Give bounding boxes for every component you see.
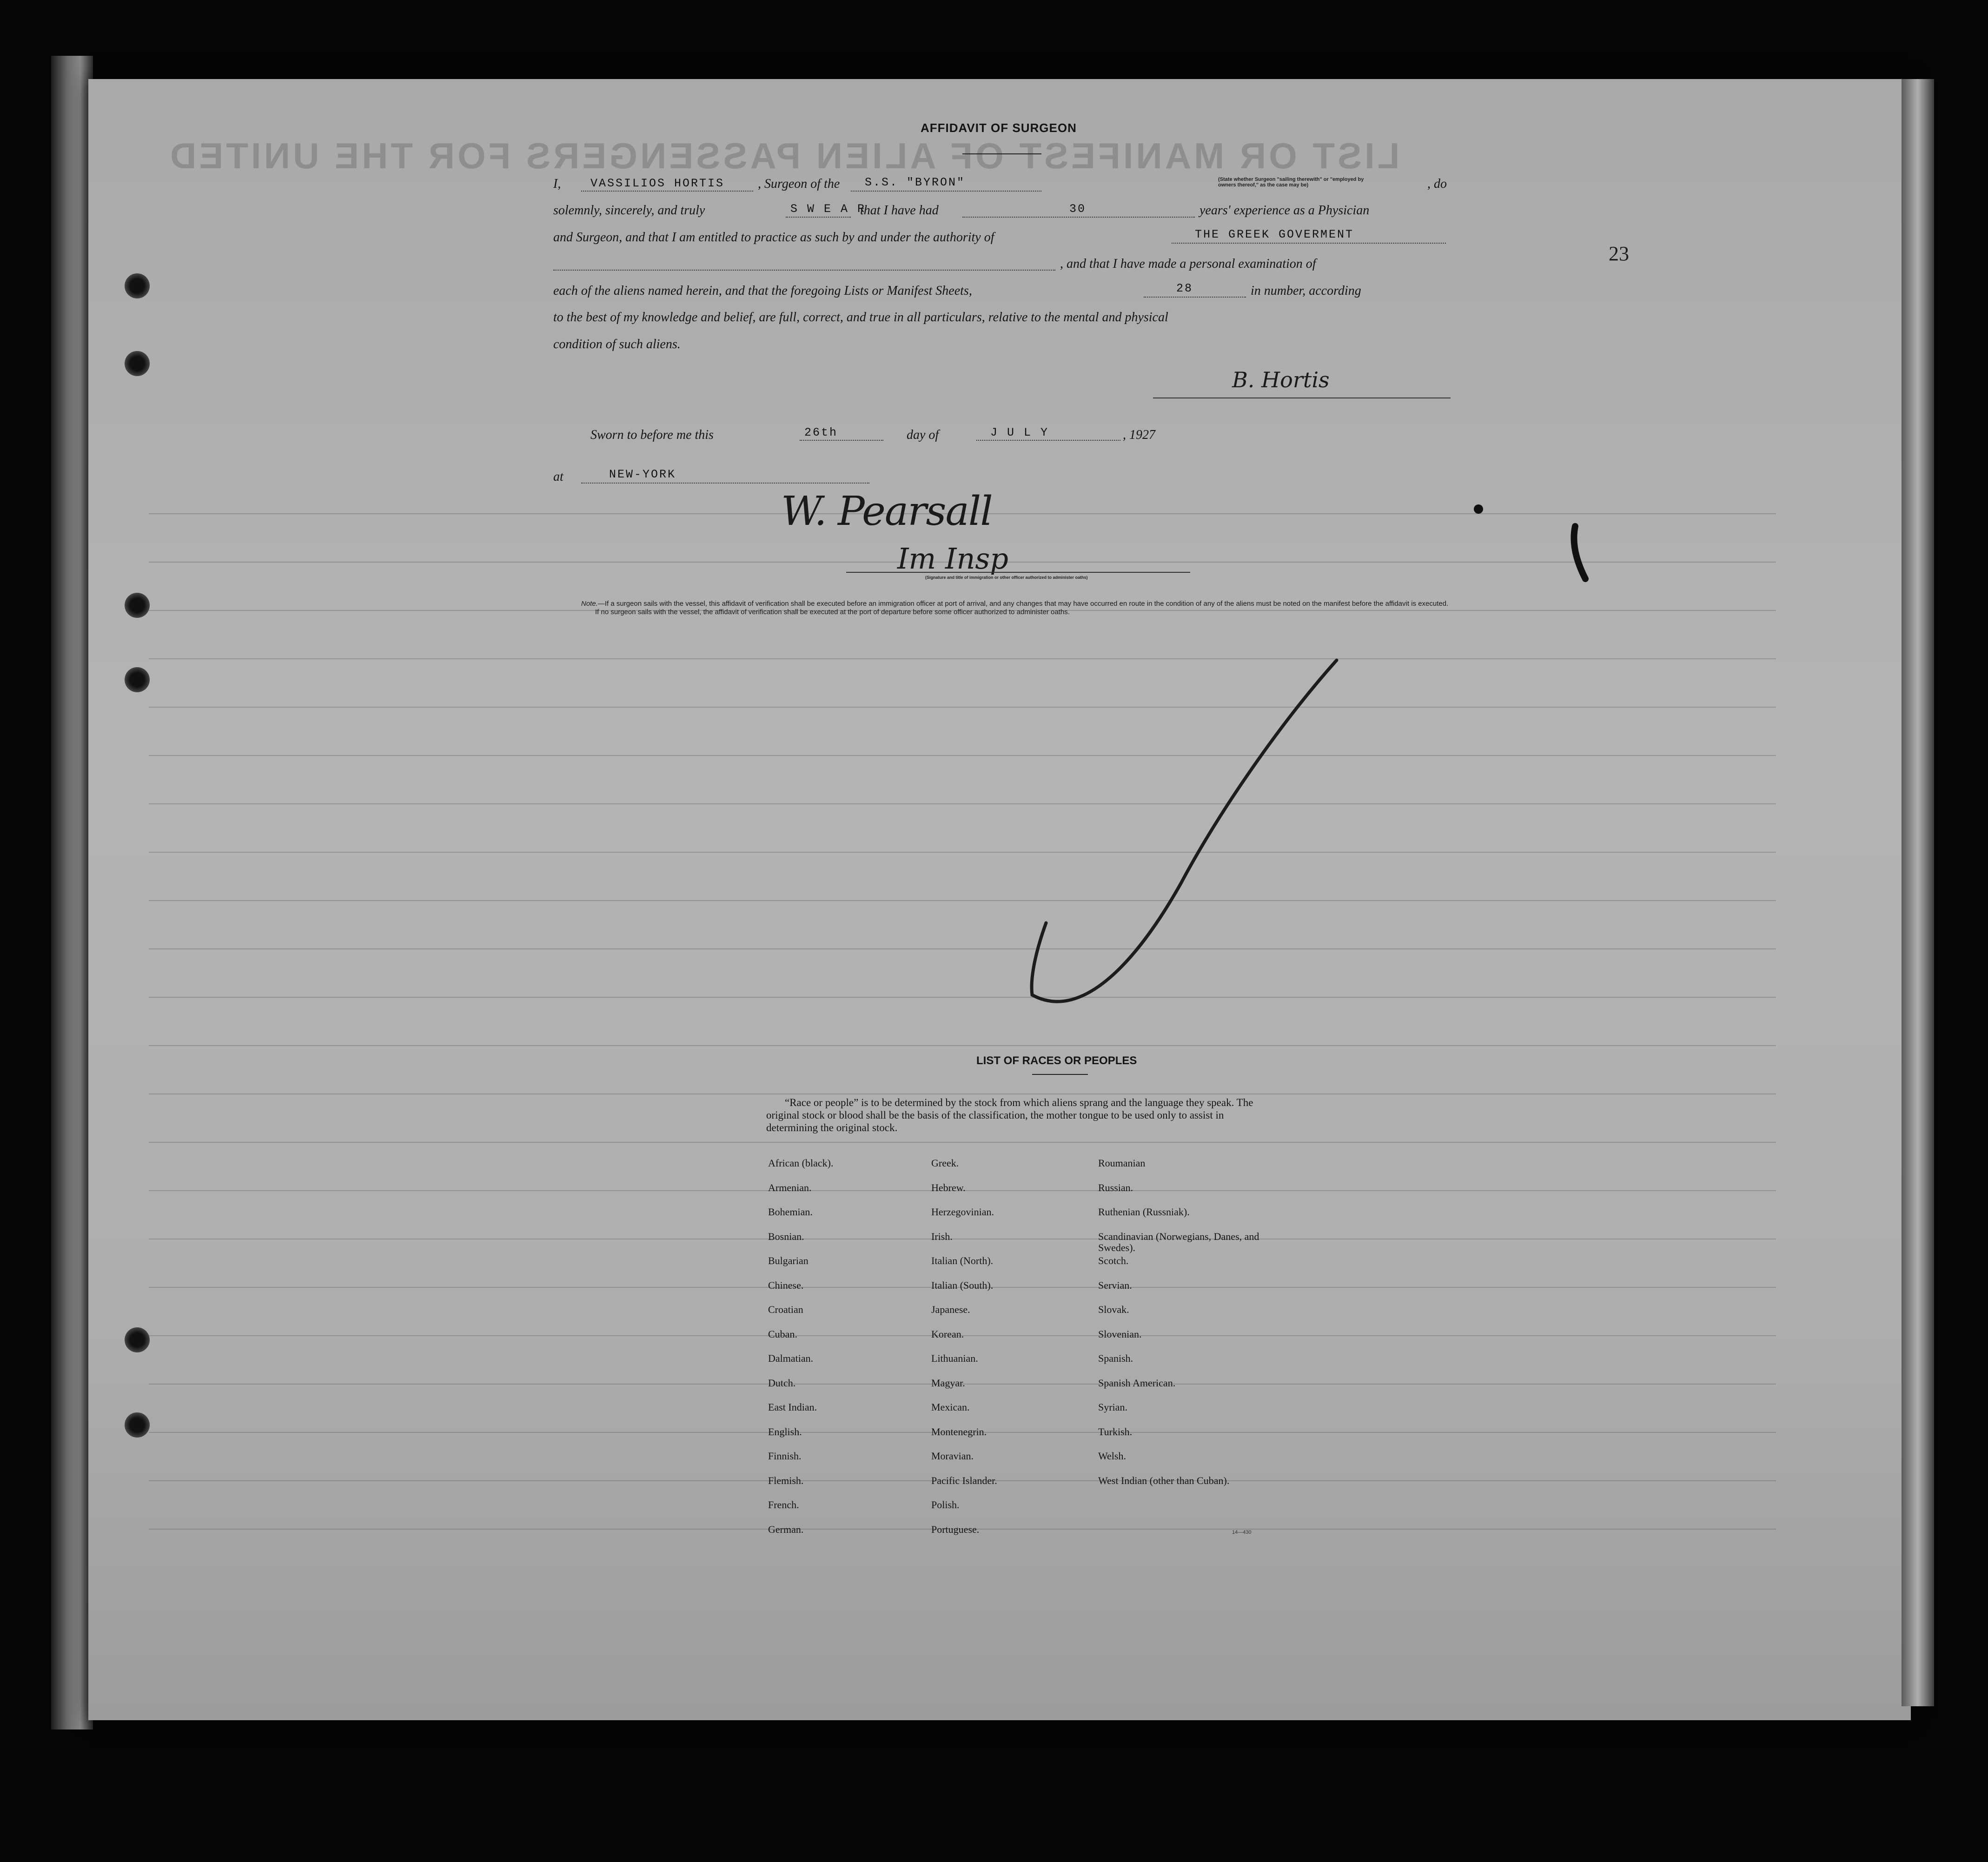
- line4-text: , and that I have made a personal examination of: [1060, 257, 1316, 271]
- line6-text: to the best of my knowledge and belief, are full, correct, and true in all particulars, relative to the mental and physical: [553, 310, 1168, 325]
- line2-mid: that I have had: [860, 203, 939, 218]
- race-item: East Indian.: [768, 1401, 817, 1413]
- race-item: French.: [768, 1499, 799, 1511]
- race-item: Flemish.: [768, 1474, 804, 1486]
- sworn-place: NEW-YORK: [609, 468, 676, 481]
- fill-line: [786, 217, 851, 218]
- race-item: Ruthenian (Russniak).: [1098, 1206, 1190, 1218]
- races-title: LIST OF RACES OR PEOPLES: [976, 1054, 1137, 1067]
- race-item: Hebrew.: [931, 1181, 966, 1193]
- race-item: Scotch.: [1098, 1255, 1129, 1266]
- oath-word: S W E A R: [790, 202, 866, 216]
- line5-suffix: in number, according: [1251, 284, 1361, 298]
- line1-mid: , Surgeon of the: [758, 177, 840, 191]
- race-item: Herzegovinian.: [931, 1206, 994, 1218]
- show-through-row: [149, 880, 1776, 901]
- race-item: Chinese.: [768, 1279, 804, 1291]
- line7-text: condition of such aliens.: [553, 337, 681, 351]
- race-item: German.: [768, 1523, 804, 1535]
- fill-line: [553, 270, 1055, 271]
- race-item: Slovenian.: [1098, 1328, 1142, 1340]
- sworn-month: J U L Y: [990, 426, 1049, 439]
- background-show-through-title: LIST OR MANIFEST OF ALIEN PASSENGERS FOR THE UNITED: [167, 135, 1400, 176]
- fill-line: [1172, 243, 1446, 244]
- race-item: English.: [768, 1425, 802, 1438]
- stacked-page-edges: [51, 56, 93, 1729]
- race-item: Syrian.: [1098, 1401, 1127, 1413]
- race-item: African (black).: [768, 1157, 834, 1169]
- show-through-row: [149, 1073, 1776, 1094]
- show-through-row: [149, 831, 1776, 853]
- show-through-row: [149, 976, 1776, 998]
- officer-signature-caption: (Signature and title of immigration or other officer authorized to administer oaths): [925, 575, 1088, 580]
- binder-hole: [125, 593, 150, 618]
- sworn-year-prefix: , 19: [1123, 428, 1142, 442]
- fill-line: [851, 191, 1041, 192]
- race-item: Welsh.: [1098, 1450, 1126, 1462]
- sworn-mid: day of: [907, 428, 939, 442]
- races-column-1: [768, 1158, 921, 1548]
- race-item: Greek.: [931, 1157, 959, 1169]
- line3-prefix: and Surgeon, and that I am entitled to practice as such by and under the authority of: [553, 230, 994, 245]
- race-item: Slovak.: [1098, 1304, 1129, 1315]
- note-text-1: —If a surgeon sails with the vessel, this affidavit of verification shall be executed before an immigration officer at port of arrival, and any changes that may have occurred en route in the condition of any of the aliens must be noted on the manifest before the affidavit is executed.: [597, 600, 1449, 608]
- show-through-row: [149, 686, 1776, 708]
- line2-prefix: solemnly, sincerely, and truly: [553, 203, 705, 218]
- race-item: Spanish American.: [1098, 1377, 1176, 1389]
- surgeon-status-note: (State whether Surgeon "sailing therewith" or "employed by owners thereof," as the case may be): [1218, 177, 1364, 188]
- fill-line: [962, 217, 1195, 218]
- line1-suffix: , do: [1427, 177, 1447, 191]
- binder-hole: [125, 351, 150, 376]
- fill-line: [1144, 297, 1246, 298]
- affidavit-line-1: [553, 177, 561, 192]
- fill-line: [581, 191, 753, 192]
- race-item: West Indian (other than Cuban).: [1098, 1474, 1230, 1486]
- surgeon-signature: B. Hortis: [1232, 367, 1330, 392]
- binder-hole: [125, 667, 150, 692]
- binder-hole: [125, 1412, 150, 1438]
- vessel-name: S.S. "BYRON": [865, 176, 966, 189]
- surgeon-name: VASSILIOS HORTIS: [590, 177, 725, 190]
- authority: THE GREEK GOVERMENT: [1195, 228, 1354, 241]
- race-item: Italian (South).: [931, 1279, 994, 1291]
- fill-line: [976, 440, 1120, 441]
- officer-signature: W. Pearsall: [781, 488, 992, 535]
- line1-prefix: I,: [553, 177, 561, 191]
- race-item: Spanish.: [1098, 1352, 1133, 1364]
- race-item: Finnish.: [768, 1450, 802, 1462]
- race-item: Italian (North).: [931, 1255, 994, 1266]
- note-text-2: If no surgeon sails with the vessel, the affidavit of verification shall be executed at the port of departure before some officer authorized to administer oaths.: [595, 608, 1070, 616]
- show-through-row: [149, 928, 1776, 949]
- title-rule: [962, 153, 1041, 154]
- race-item: Irish.: [931, 1230, 953, 1242]
- races-intro: “Race or people” is to be determined by the stock from which aliens sprang and the language they speak. The original stock or blood shall be the basis of the classification, the mother tongue to be used only to assist in determining the original stock.: [766, 1097, 1253, 1133]
- officer-signature-line: [846, 572, 1190, 573]
- years-experience: 30: [1069, 202, 1087, 216]
- race-item: Scandinavian (Norwegians, Danes, and Swedes).: [1098, 1230, 1259, 1253]
- line2-suffix: years' experience as a Physician: [1199, 203, 1370, 218]
- race-item: Dutch.: [768, 1377, 796, 1389]
- fill-line: [581, 483, 869, 484]
- races-column-2: [931, 1158, 1085, 1548]
- show-through-row: [149, 735, 1776, 756]
- race-item: Japanese.: [931, 1304, 970, 1315]
- race-item: Bohemian.: [768, 1206, 813, 1218]
- at-prefix: at: [553, 470, 563, 484]
- note-label: Note.: [581, 600, 598, 608]
- line5-prefix: each of the aliens named herein, and that the foregoing Lists or Manifest Sheets,: [553, 284, 972, 298]
- race-item: Croatian: [768, 1304, 803, 1315]
- race-item: Roumanian: [1098, 1157, 1146, 1169]
- sworn-prefix: Sworn to before me this: [590, 428, 714, 442]
- race-item: Montenegrin.: [931, 1425, 987, 1438]
- race-item: Bosnian.: [768, 1230, 804, 1242]
- form-code: 14—430: [1232, 1530, 1252, 1535]
- fill-line: [800, 440, 883, 441]
- show-through-row: [149, 638, 1776, 659]
- page-right-edge: [1902, 79, 1934, 1706]
- race-item: Dalmatian.: [768, 1352, 814, 1364]
- race-item: Servian.: [1098, 1279, 1132, 1291]
- race-item: Mexican.: [931, 1401, 970, 1413]
- sworn-day: 26th: [804, 426, 838, 439]
- race-item: Armenian.: [768, 1181, 812, 1193]
- race-item: Portuguese.: [931, 1523, 980, 1535]
- race-item: Bulgarian: [768, 1255, 808, 1266]
- show-through-row: [149, 783, 1776, 804]
- manifest-sheet-count: 28: [1176, 282, 1193, 295]
- sworn-year-value: 27: [1142, 428, 1155, 442]
- sworn-year: [1123, 428, 1155, 443]
- officer-title: Im Insp: [897, 542, 1008, 576]
- race-item: Moravian.: [931, 1450, 974, 1462]
- affidavit-title: AFFIDAVIT OF SURGEON: [921, 121, 1077, 135]
- page-number: 23: [1609, 242, 1629, 265]
- race-item: Cuban.: [768, 1328, 797, 1340]
- race-item: Russian.: [1098, 1181, 1133, 1193]
- race-item: Polish.: [931, 1499, 960, 1511]
- binder-hole: [125, 1327, 150, 1352]
- race-item: Lithuanian.: [931, 1352, 978, 1364]
- race-item: Magyar.: [931, 1377, 965, 1389]
- surgeon-note: [581, 600, 1455, 616]
- race-item: Pacific Islander.: [931, 1474, 997, 1486]
- race-item: Turkish.: [1098, 1425, 1133, 1438]
- binder-hole: [125, 273, 150, 298]
- race-item: Korean.: [931, 1328, 964, 1340]
- show-through-row: [149, 1025, 1776, 1046]
- races-column-3: [1098, 1158, 1266, 1499]
- races-title-rule: [1032, 1074, 1088, 1075]
